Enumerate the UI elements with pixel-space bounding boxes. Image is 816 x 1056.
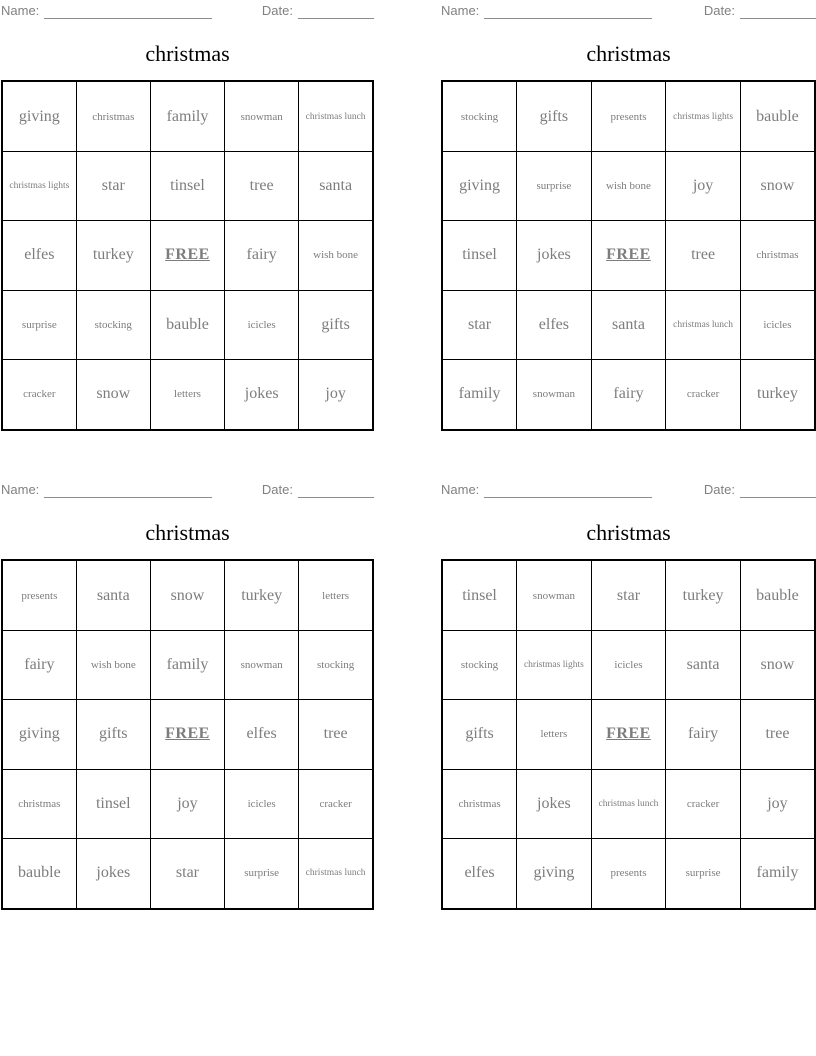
name-blank-line: [484, 484, 652, 498]
bingo-cell: turkey: [740, 359, 815, 430]
bingo-cell: santa: [591, 290, 666, 359]
free-cell: FREE: [150, 221, 224, 290]
name-label: Name:: [441, 482, 480, 497]
bingo-cell: jokes: [76, 838, 150, 909]
bingo-cell: jokes: [517, 769, 592, 838]
bingo-cell: presents: [591, 838, 666, 909]
free-cell: FREE: [591, 700, 666, 769]
bingo-cell: santa: [666, 631, 741, 700]
card-header: [1, 3, 374, 19]
bingo-cell: wish bone: [299, 221, 373, 290]
bingo-cell: letters: [150, 359, 224, 430]
bingo-cell: snow: [740, 152, 815, 221]
bingo-cell: snow: [150, 560, 224, 631]
bingo-cell: joy: [740, 769, 815, 838]
bingo-row: [442, 560, 815, 631]
bingo-cell: christmas lunch: [299, 81, 373, 152]
bingo-cell: christmas: [442, 769, 517, 838]
bingo-cell: surprise: [225, 838, 299, 909]
bingo-cell: family: [150, 81, 224, 152]
bingo-cell: turkey: [225, 560, 299, 631]
bingo-cell: turkey: [666, 560, 741, 631]
bingo-cell: tinsel: [442, 560, 517, 631]
bingo-cell: tree: [299, 700, 373, 769]
bingo-row: [2, 631, 373, 700]
bingo-cell: cracker: [2, 359, 76, 430]
bingo-row: [2, 221, 373, 290]
name-label: Name:: [441, 3, 480, 18]
card-header: [1, 482, 374, 498]
card-title: christmas: [586, 41, 671, 66]
bingo-cell: surprise: [517, 152, 592, 221]
name-label: Name:: [1, 3, 40, 18]
bingo-cell: bauble: [740, 560, 815, 631]
name-blank-line: [484, 5, 652, 19]
bingo-cell: giving: [442, 152, 517, 221]
name-label: Name:: [1, 482, 40, 497]
bingo-cell: santa: [76, 560, 150, 631]
bingo-row: [442, 769, 815, 838]
bingo-cell: jokes: [225, 359, 299, 430]
bingo-grid: [441, 80, 816, 431]
bingo-row: [442, 631, 815, 700]
bingo-cell: star: [591, 560, 666, 631]
bingo-row: [2, 838, 373, 909]
bingo-cell: tree: [740, 700, 815, 769]
bingo-cell: bauble: [2, 838, 76, 909]
bingo-cell: fairy: [225, 221, 299, 290]
date-label: Date:: [703, 482, 735, 497]
bingo-cell: surprise: [666, 838, 741, 909]
bingo-cell: cracker: [666, 359, 741, 430]
bingo-row: [2, 700, 373, 769]
card-header: [441, 3, 816, 19]
bingo-cell: stocking: [76, 290, 150, 359]
bingo-cell: snow: [76, 359, 150, 430]
bingo-cell: elfes: [2, 221, 76, 290]
bingo-cell: letters: [299, 560, 373, 631]
date-blank-line: [740, 484, 816, 498]
bingo-cell: elfes: [225, 700, 299, 769]
bingo-row: [442, 290, 815, 359]
bingo-row: [442, 81, 815, 152]
bingo-cell: surprise: [2, 290, 76, 359]
bingo-cell: snowman: [225, 631, 299, 700]
bingo-cell: star: [76, 152, 150, 221]
bingo-cell: stocking: [442, 81, 517, 152]
bingo-card: [1, 479, 374, 910]
bingo-cell: christmas: [740, 221, 815, 290]
bingo-cell: stocking: [442, 631, 517, 700]
bingo-cell: christmas lunch: [591, 769, 666, 838]
bingo-cell: fairy: [666, 700, 741, 769]
bingo-cell: gifts: [517, 81, 592, 152]
bingo-row: [2, 560, 373, 631]
free-cell: FREE: [591, 221, 666, 290]
card-header: [441, 482, 816, 498]
card-title: christmas: [586, 520, 671, 545]
bingo-cell: christmas lights: [2, 152, 76, 221]
bingo-cell: snowman: [517, 560, 592, 631]
bingo-cell: elfes: [442, 838, 517, 909]
bingo-grid: [1, 80, 374, 431]
bingo-cell: tree: [666, 221, 741, 290]
date-label: Date:: [261, 3, 293, 18]
bingo-cell: fairy: [2, 631, 76, 700]
bingo-cell: santa: [299, 152, 373, 221]
bingo-cell: turkey: [76, 221, 150, 290]
date-blank-line: [298, 484, 374, 498]
bingo-row: [442, 221, 815, 290]
bingo-cell: wish bone: [591, 152, 666, 221]
bingo-row: [442, 359, 815, 430]
bingo-cell: family: [150, 631, 224, 700]
bingo-cell: christmas lunch: [666, 290, 741, 359]
bingo-cell: icicles: [225, 290, 299, 359]
card-title: christmas: [145, 41, 230, 66]
bingo-cell: christmas lights: [666, 81, 741, 152]
bingo-cell: presents: [2, 560, 76, 631]
bingo-cell: joy: [150, 769, 224, 838]
bingo-cell: christmas lights: [517, 631, 592, 700]
bingo-cell: family: [442, 359, 517, 430]
bingo-cell: tree: [225, 152, 299, 221]
bingo-cell: joy: [299, 359, 373, 430]
bingo-card: [441, 479, 816, 910]
free-cell: FREE: [150, 700, 224, 769]
bingo-cell: cracker: [299, 769, 373, 838]
bingo-cell: letters: [517, 700, 592, 769]
bingo-cell: gifts: [299, 290, 373, 359]
bingo-cell: christmas lunch: [299, 838, 373, 909]
bingo-row: [2, 81, 373, 152]
bingo-cell: giving: [517, 838, 592, 909]
card-title: christmas: [145, 520, 230, 545]
bingo-cell: fairy: [591, 359, 666, 430]
bingo-cell: joy: [666, 152, 741, 221]
bingo-cell: icicles: [591, 631, 666, 700]
name-blank-line: [44, 5, 212, 19]
bingo-cell: presents: [591, 81, 666, 152]
date-blank-line: [740, 5, 816, 19]
bingo-cell: snow: [740, 631, 815, 700]
bingo-cell: tinsel: [150, 152, 224, 221]
bingo-cell: star: [150, 838, 224, 909]
bingo-cell: tinsel: [442, 221, 517, 290]
date-label: Date:: [703, 3, 735, 18]
bingo-cell: bauble: [740, 81, 815, 152]
bingo-row: [2, 359, 373, 430]
bingo-grid: [441, 559, 816, 910]
bingo-cell: wish bone: [76, 631, 150, 700]
bingo-cell: gifts: [76, 700, 150, 769]
bingo-cell: jokes: [517, 221, 592, 290]
bingo-row: [442, 152, 815, 221]
bingo-card: [441, 0, 816, 431]
bingo-row: [2, 290, 373, 359]
bingo-cell: tinsel: [76, 769, 150, 838]
bingo-row: [2, 769, 373, 838]
bingo-cell: christmas: [76, 81, 150, 152]
bingo-cell: star: [442, 290, 517, 359]
bingo-row: [442, 838, 815, 909]
bingo-row: [2, 152, 373, 221]
date-label: Date:: [261, 482, 293, 497]
bingo-cell: stocking: [299, 631, 373, 700]
name-blank-line: [44, 484, 212, 498]
bingo-cell: icicles: [225, 769, 299, 838]
bingo-cell: snowman: [517, 359, 592, 430]
bingo-cell: bauble: [150, 290, 224, 359]
bingo-row: [442, 700, 815, 769]
bingo-cell: elfes: [517, 290, 592, 359]
bingo-cell: family: [740, 838, 815, 909]
date-blank-line: [298, 5, 374, 19]
bingo-cell: cracker: [666, 769, 741, 838]
bingo-cell: christmas: [2, 769, 76, 838]
bingo-cell: giving: [2, 700, 76, 769]
bingo-card: [1, 0, 374, 431]
bingo-cell: icicles: [740, 290, 815, 359]
bingo-grid: [1, 559, 374, 910]
bingo-cell: gifts: [442, 700, 517, 769]
bingo-cell: snowman: [225, 81, 299, 152]
bingo-cell: giving: [2, 81, 76, 152]
